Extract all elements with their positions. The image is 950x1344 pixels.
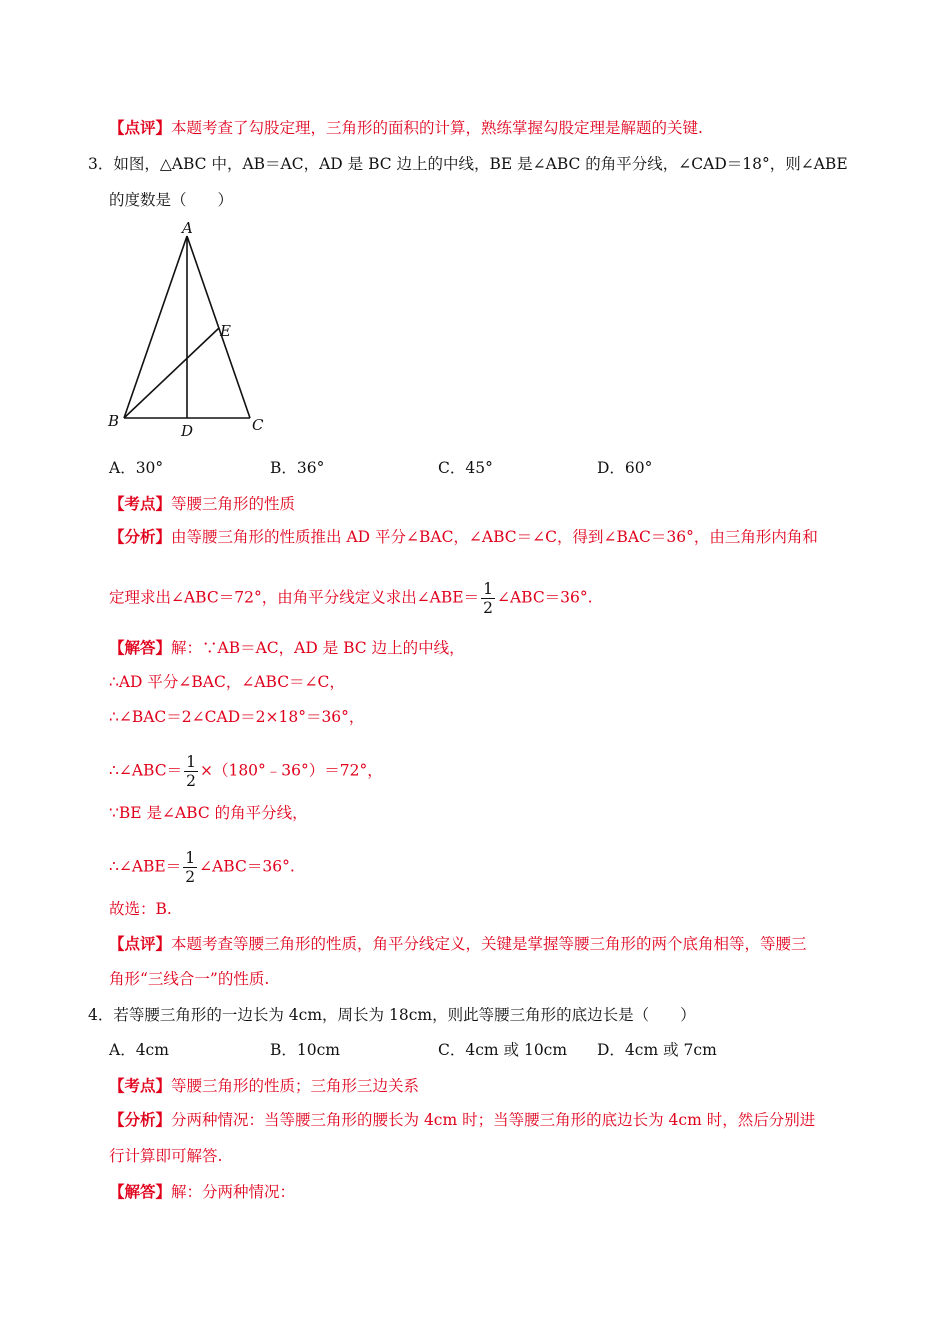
triangle-figure (100, 218, 280, 440)
q4-number: 4． (88, 1006, 114, 1024)
bisector-be (124, 328, 219, 418)
solution-text: 解：分两种情况： (171, 1183, 296, 1201)
analysis-tag: 【分析】 (109, 1110, 172, 1129)
point-tag: 【考点】 (109, 494, 172, 513)
q3-option-a[interactable]: A．30° (109, 459, 164, 477)
q3-solution-line6: ∴∠ABE＝ $\frac{1}{2}$ ∠ABC＝36°. (109, 849, 295, 886)
q4-option-c[interactable]: C．4cm 或 10cm (438, 1041, 568, 1059)
analysis-line2-pre: 定理求出∠ABC＝72°，由角平分线定义求出∠ABE＝ (109, 588, 480, 607)
q3-analysis-line1 (109, 526, 818, 548)
q4-analysis-line2: 行计算即可解答. (109, 1147, 223, 1165)
point-text: 等腰三角形的性质；三角形三边关系 (171, 1077, 420, 1095)
q4-solution-line1 (109, 1181, 295, 1203)
q4-option-a[interactable]: A．4cm (109, 1041, 169, 1059)
review-tag: 【点评】 (109, 118, 172, 137)
q3-option-c[interactable]: C．45° (438, 459, 493, 477)
fraction-half: $\frac{1}{2}$ (185, 849, 196, 886)
q3-number: 3． (88, 155, 114, 173)
q3-stem-line2: 的度数是（ ） (109, 191, 234, 209)
solution-tag: 【解答】 (109, 638, 172, 657)
analysis-line2-post: ∠ABC＝36°. (496, 588, 593, 607)
fraction-half: $\frac{1}{2}$ (483, 580, 493, 617)
q3-solution-line2: ∴AD 平分∠BAC，∠ABC＝∠C， (109, 673, 345, 691)
side-ac (187, 236, 250, 418)
point-text: 等腰三角形的性质 (171, 495, 296, 513)
label-e: E (220, 322, 231, 340)
q4-option-d[interactable]: D．4cm 或 7cm (597, 1041, 717, 1059)
point-tag: 【考点】 (109, 1076, 172, 1095)
label-d: D (181, 422, 194, 440)
solution-tag: 【解答】 (109, 1182, 172, 1201)
q3-review-line2: 角形“三线合一”的性质. (109, 970, 270, 988)
side-ab (124, 236, 187, 418)
review-text: 本题考查等腰三角形的性质，角平分线定义，关键是掌握等腰三角形的两个底角相等，等腰三 (171, 935, 807, 953)
q3-solution-line4: ∴∠ABC＝ $\frac{1}{2}$ ×（180°﹣36°）＝72°， (109, 753, 383, 790)
q4-stem-text: 若等腰三角形的一边长为 4cm，周长为 18cm，则此等腰三角形的底边长是（ ） (113, 1006, 696, 1024)
q4-option-b[interactable]: B．10cm (270, 1041, 340, 1059)
q3-answer: 故选：B. (109, 900, 172, 918)
prev-review (109, 117, 703, 139)
review-tag: 【点评】 (109, 934, 172, 953)
solution-text: 解：∵AB＝AC，AD 是 BC 边上的中线， (171, 639, 465, 657)
q3-option-d[interactable]: D．60° (597, 459, 653, 477)
q3-option-b[interactable]: B．36° (270, 459, 325, 477)
label-a: A (182, 219, 193, 237)
q3-solution-line1 (109, 637, 465, 659)
analysis-text: 由等腰三角形的性质推出 AD 平分∠BAC，∠ABC＝∠C，得到∠BAC＝36°，由三角形内角和 (171, 528, 818, 546)
label-b: B (108, 412, 120, 430)
fraction-half: $\frac{1}{2}$ (186, 753, 196, 790)
q4-stem (88, 1004, 696, 1026)
q4-analysis-line1 (109, 1109, 815, 1131)
q3-stem-text: 如图，△ABC 中，AB＝AC，AD 是 BC 边上的中线，BE 是∠ABC 的角平分线，∠CAD＝18°，则∠ABE (113, 155, 848, 173)
q3-review-line1 (109, 933, 807, 955)
q3-stem-line1 (88, 153, 848, 175)
q4-point (109, 1075, 419, 1097)
q3-analysis-line2 (109, 580, 593, 617)
q3-solution-line3: ∴∠BAC＝2∠CAD＝2×18°＝36°， (109, 708, 365, 726)
review-text: 本题考查了勾股定理，三角形的面积的计算，熟练掌握勾股定理是解题的关键. (171, 119, 703, 137)
label-c: C (252, 416, 264, 434)
q3-point (109, 493, 295, 515)
analysis-tag: 【分析】 (109, 527, 172, 546)
q3-solution-line5: ∵BE 是∠ABC 的角平分线， (109, 804, 308, 822)
analysis-text: 分两种情况：当等腰三角形的腰长为 4cm 时；当等腰三角形的底边长为 4cm 时，然后分别进 (171, 1111, 816, 1129)
